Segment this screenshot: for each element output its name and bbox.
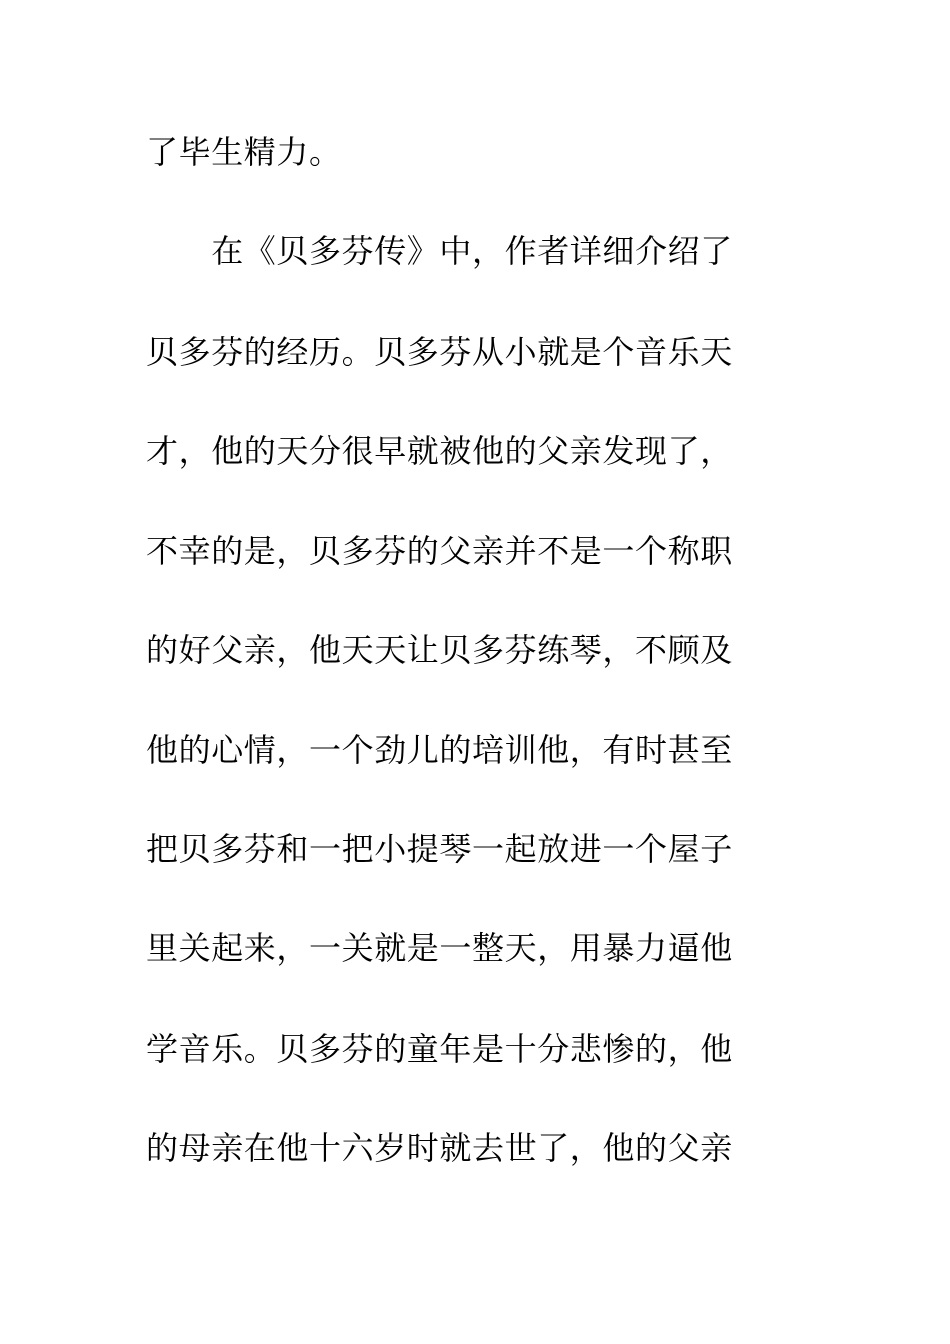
text-line-9: 里关起来，一关就是一整天，用暴力逼他 bbox=[146, 929, 733, 967]
text-line-11: 的母亲在他十六岁时就去世了，他的父亲 bbox=[146, 1129, 733, 1167]
text-line-5: 不幸的是，贝多芬的父亲并不是一个称职 bbox=[146, 532, 733, 570]
text-line-10: 学音乐。贝多芬的童年是十分悲惨的，他 bbox=[146, 1030, 733, 1068]
text-line-3: 贝多芬的经历。贝多芬从小就是个音乐天 bbox=[146, 333, 733, 371]
text-line-8: 把贝多芬和一把小提琴一起放进一个屋子 bbox=[146, 830, 733, 868]
text-line-7: 他的心情，一个劲儿的培训他，有时甚至 bbox=[146, 731, 733, 769]
text-line-4: 才，他的天分很早就被他的父亲发现了， bbox=[146, 432, 733, 470]
text-line-1: 了毕生精力。 bbox=[146, 133, 342, 171]
text-line-2: 在《贝多芬传》中，作者详细介绍了 bbox=[146, 232, 733, 270]
text-line-6: 的好父亲，他天天让贝多芬练琴，不顾及 bbox=[146, 631, 733, 669]
